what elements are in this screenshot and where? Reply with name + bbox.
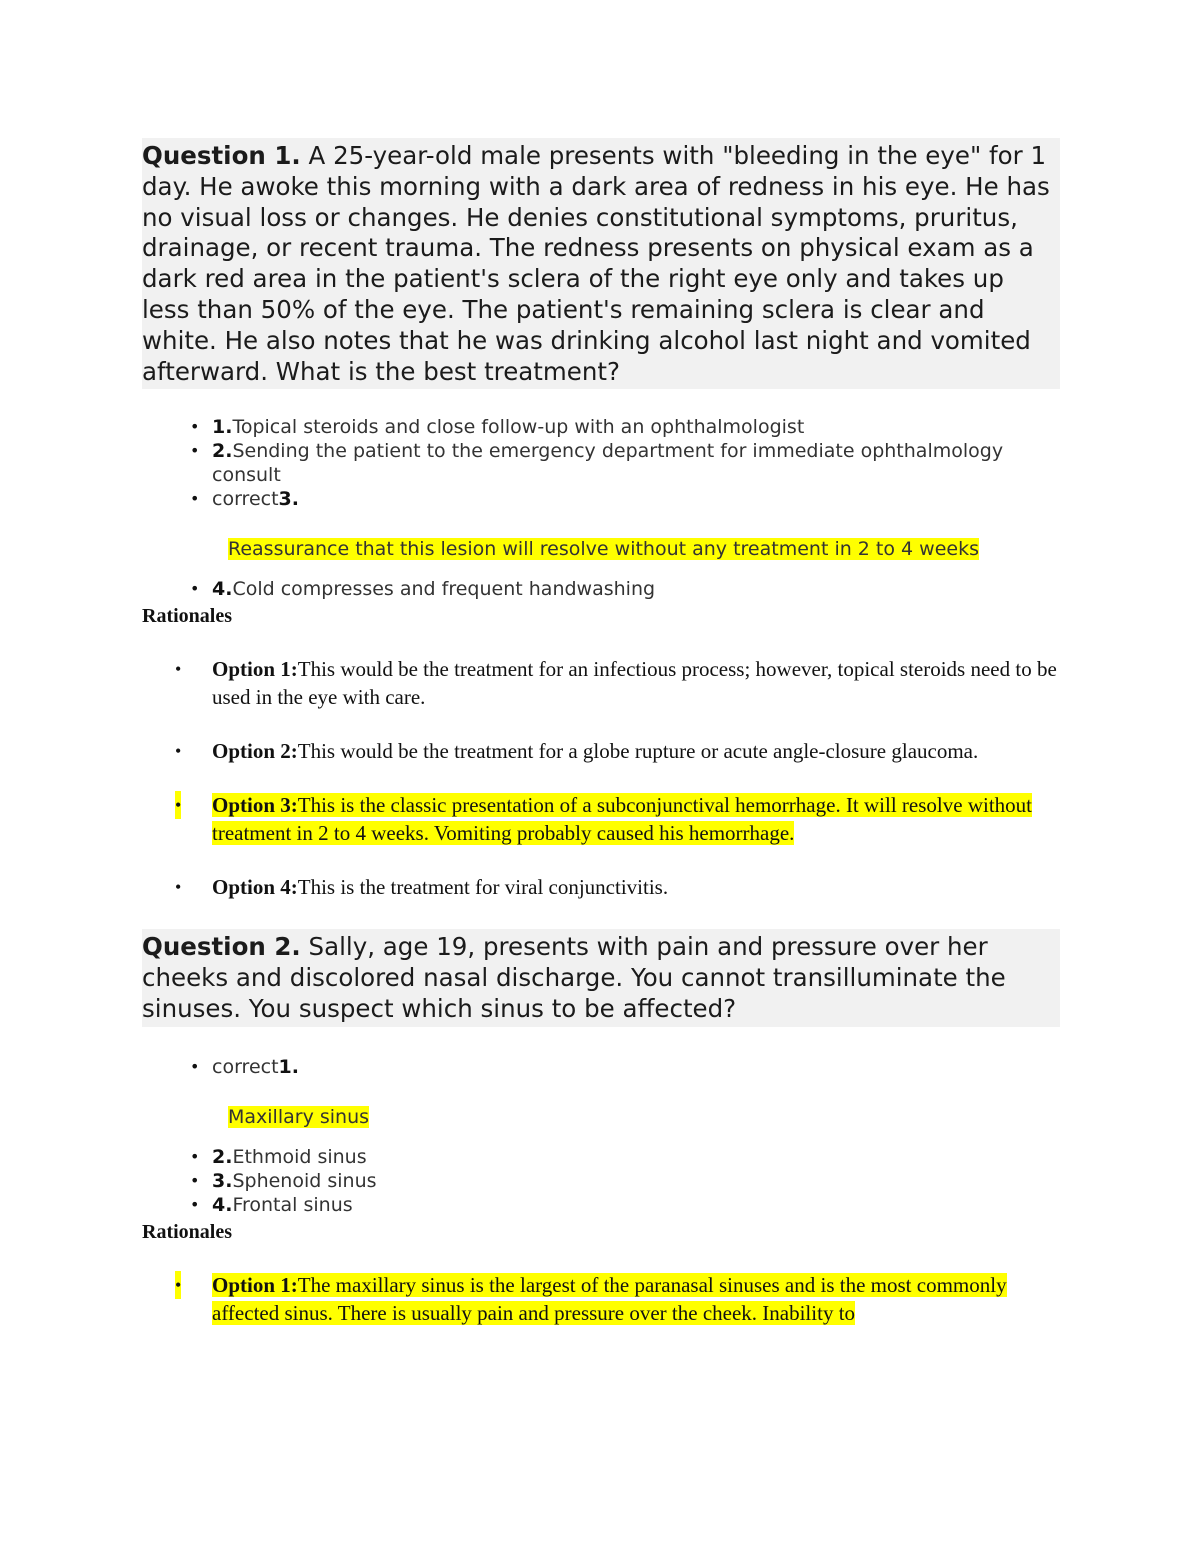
answer-text: Cold compresses and frequent handwashing (232, 578, 656, 601)
rationales-heading: Rationales (142, 1220, 232, 1243)
rationales-heading: Rationales (142, 605, 232, 628)
question-2-label: Question 2. (142, 932, 301, 962)
question-1-rationales (142, 655, 1060, 901)
answer-item-correct: • correct1. Maxillary sinus (142, 1055, 1060, 1129)
rationale-item: • Option 4:This is the treatment for viral conjunctivitis. (175, 875, 669, 900)
question-1-answers (142, 415, 1060, 601)
answer-item: • 2.Sending the patient to the emergency department for immediate ophthalmology consult (190, 440, 1004, 487)
answer-text: Sending the patient to the emergency department for immediate ophthalmology consult (212, 440, 1004, 487)
bullet-icon: • (190, 1056, 200, 1076)
bullet-icon: • (175, 877, 182, 898)
correct-marker: correct (212, 1055, 279, 1078)
bullet-icon: • (190, 1170, 200, 1190)
answer-item: • 4.Cold compresses and frequent handwashing (190, 578, 656, 601)
rationale-item: • Option 1:This would be the treatment for an infectious process; however, topical steroids need to be used in the eye with care. (175, 657, 1057, 710)
bullet-icon: • (175, 1271, 181, 1299)
correct-answer-text: Reassurance that this lesion will resolve without any treatment in 2 to 4 weeks (228, 538, 979, 561)
answer-item-correct: • correct3. Reassurance that this lesion will resolve without any treatment in 2 to 4 weeks (142, 487, 1060, 561)
answer-item: • 2.Ethmoid sinus (190, 1145, 367, 1168)
bullet-icon: • (190, 417, 200, 437)
question-1-text: A 25-year-old male presents with "bleeding in the eye" for 1 day. He awoke this morning with a dark area of redness in his eye. He has no visual loss or changes. He denies constitutional symptoms, pruritus, drainage, or recent trauma. The redness presents on physical exam as a dark red area in the patient's sclera of the right eye only and takes up less than 50% of the eye. The patient's remaining sclera is clear and white. He also notes that he was drinking alcohol last night and vomited afterward. What is the best treatment? (142, 141, 1050, 386)
bullet-icon: • (190, 1194, 200, 1214)
bullet-icon: • (190, 489, 200, 509)
answer-item: • 1.Topical steroids and close follow-up with an ophthalmologist (190, 416, 805, 439)
bullet-icon: • (190, 1146, 200, 1166)
answer-text: Ethmoid sinus (232, 1145, 367, 1168)
bullet-icon: • (175, 791, 181, 819)
bullet-icon: • (175, 659, 182, 680)
rationale-item-correct: • Option 1:The maxillary sinus is the largest of the paranasal sinuses and is the most commonly affected sinus. There is usually pain and pressure over the cheek. Inability to (175, 1272, 1007, 1325)
question-2-rationales (142, 1271, 1060, 1327)
answer-item: • 3.Sphenoid sinus (190, 1169, 377, 1192)
rationale-item: • Option 2:This would be the treatment for a globe rupture or acute angle-closure glaucoma. (175, 739, 979, 764)
question-2-text: Sally, age 19, presents with pain and pressure over her cheeks and discolored nasal discharge. You cannot transilluminate the sinuses. You suspect which sinus to be affected? (142, 932, 1006, 1023)
bullet-icon: • (190, 579, 200, 599)
bullet-icon: • (190, 441, 200, 461)
correct-marker: correct (212, 488, 279, 511)
question-2-stem (142, 929, 1060, 1026)
answer-text: Topical steroids and close follow-up with an ophthalmologist (232, 416, 805, 439)
answer-item: • 4.Frontal sinus (190, 1193, 353, 1216)
question-1-stem (142, 138, 1060, 389)
document-page (142, 138, 1060, 1327)
question-1-label: Question 1. (142, 141, 301, 170)
answer-text: Sphenoid sinus (232, 1169, 377, 1192)
answer-text: Frontal sinus (232, 1193, 353, 1216)
rationale-item-correct: • Option 3:This is the classic presentation of a subconjunctival hemorrhage. It will resolve without treatment in 2 to 4 weeks. Vomiting probably caused his hemorrhage. (175, 793, 1032, 846)
correct-answer-text: Maxillary sinus (228, 1105, 370, 1128)
bullet-icon: • (175, 741, 182, 762)
question-2-answers (142, 1055, 1060, 1217)
